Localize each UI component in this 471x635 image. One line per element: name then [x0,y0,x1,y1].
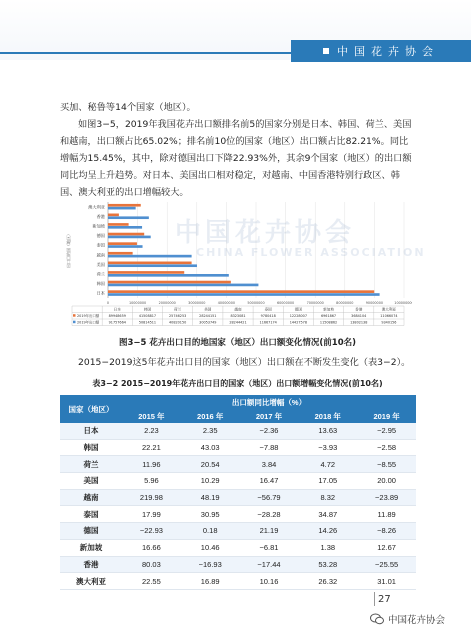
wechat-label: 中国花卉协会 [388,615,446,626]
table-cell-value: −22.93 [122,523,181,540]
table-cell-value: 43.03 [181,439,240,456]
legend-table-value: 89948659 [108,314,126,319]
x-tick-label: 100000000 [394,301,412,305]
table-cell-country: 澳大利亚 [60,573,122,590]
square-icon [323,48,329,54]
table-row [60,489,416,506]
table-cell-value: −6.81 [240,539,299,556]
table-row [60,556,416,573]
bar [108,216,149,219]
legend-table-value: 13802138 [350,320,368,325]
table-row [60,439,416,456]
legend-table-value: 30053749 [199,320,217,325]
legend-table-header: 新加坡 [323,307,334,312]
legend-table-header: 荷兰 [174,307,182,312]
table-cell-country: 新加坡 [60,539,122,556]
table-cell-value: 2.23 [122,423,181,439]
chart-caption: 图3−5 花卉出口目的地国家（地区）出口额变化情况(前10名) [118,338,356,348]
bar [108,214,119,217]
table-cell-value: −3.93 [298,439,357,456]
table-row [60,423,416,439]
bar [108,293,380,296]
bar [108,226,142,229]
legend-table-value: 3684104 [351,314,367,319]
table-header-year: 2018 年 [298,409,357,423]
table-cell-value: 22.21 [122,439,181,456]
bar [108,245,143,248]
legend-series-name: 2019年出口额 [77,314,100,319]
x-tick-label: 50000000 [247,301,265,305]
bar [108,264,197,267]
table-cell-value: 11.89 [357,506,416,523]
y-tick-label: 澳大利亚 [88,204,105,210]
y-tick-label: 韩国 [96,281,105,287]
bar [108,236,151,239]
legend-table-header: 香港 [355,307,363,312]
table-cell-value: −17.44 [240,556,299,573]
bar [108,207,136,210]
legend-table-value: 40820150 [169,320,187,325]
x-tick-label: 30000000 [188,301,206,305]
legend-table-value: 11508862 [319,320,338,325]
table-cell-country: 美国 [60,473,122,490]
legend-table-value: 14427578 [289,320,307,325]
table-cell-value: −2.36 [240,423,299,439]
bar [108,242,137,245]
table-header-country: 国家（地区） [60,395,122,423]
y-tick-label: 日本 [96,290,105,296]
table-cell-country: 荷兰 [60,456,122,473]
table-cell-value: −2.58 [357,439,416,456]
legend-table-value: 12228007 [289,314,307,319]
table-header-year: 2017 年 [240,409,299,423]
table-cell-value: 53.28 [298,556,357,573]
table-row [60,506,416,523]
bar [108,262,192,265]
x-tick-label: 80000000 [336,301,354,305]
x-tick-label: 60000000 [276,301,295,305]
table-cell-value: 10.29 [181,473,240,490]
table-cell-value: −25.55 [357,556,416,573]
table-row [60,473,416,490]
table-cell-value: 11.96 [122,456,181,473]
legend-table-value: 11667174 [259,320,277,325]
y-tick-label: 越南 [96,252,105,258]
table-cell-value: 48.19 [181,489,240,506]
bar [108,281,231,284]
legend-table-header: 泰国 [264,307,272,312]
legend-table-value: 28244421 [229,320,247,325]
legend-table-value: 28244151 [199,314,217,319]
y-tick-label: 新加坡 [92,223,105,229]
legend-table-value: 11066074 [380,314,398,319]
table-cell-value: 4.72 [298,456,357,473]
bar [108,223,129,226]
table-cell-value: 16.47 [240,473,299,490]
bar [108,284,258,287]
x-tick-label: 90000000 [365,301,384,305]
legend-table-value: 50814511 [138,320,157,325]
table-cell-value: −2.95 [357,423,416,439]
legend-table-value: 9780418 [260,314,276,319]
legend-table-value: 9340156 [381,320,397,325]
table-cell-value: 21.19 [240,523,299,540]
table-cell-value: 14.26 [298,523,357,540]
y-tick-label: 香港 [96,213,105,219]
legend-swatch [73,314,76,317]
table-cell-value: 1.38 [298,539,357,556]
table-cell-country: 越南 [60,489,122,506]
page-number: 27 [378,594,391,605]
body-paragraph-2: 如图3−5，2019年我国花卉出口额排名前5的国家分别是日本、韩国、荷兰、美国和越南，出口额占比65.02%；排名前10位的国家（地区）出口额占比82.21%。同比增幅为15.45%，其中，除对德国出口下降22.93%外，其余9个国家（地区）的出口额同比均呈上升趋势。对日本、美国出口相对稳定，对越南、中国香港特别行政区、韩国、澳大利亚的出口增幅较大。 [60,119,412,198]
table-cell-value: 17.99 [122,506,181,523]
legend-table-header: 澳大利亚 [381,307,397,312]
watermark-text: 中国花卉协会 [175,218,356,248]
table-cell-value: 22.55 [122,573,181,590]
legend-series-name: 2019年出口额 [77,320,100,325]
table-cell-value: 12.67 [357,539,416,556]
table-cell-value: 16.89 [181,573,240,590]
table-row [60,539,416,556]
table-cell-value: 30.95 [181,506,240,523]
page-number-divider [374,592,375,606]
legend-table-value: 8323081 [230,314,246,319]
export-bar-chart [64,200,412,332]
table-header-year: 2019 年 [357,409,416,423]
table-cell-value: 10.46 [181,539,240,556]
table-cell-value: −23.89 [357,489,416,506]
bar [108,252,133,255]
bar [108,204,141,207]
bar [108,274,229,277]
table-cell-value: 8.32 [298,489,357,506]
header-title: 中国花卉协会 [337,45,439,58]
table-cell-value: 20.00 [357,473,416,490]
table-cell-value: 5.96 [122,473,181,490]
x-tick-label: 20000000 [158,301,176,305]
x-tick-label: 0 [106,301,110,305]
x-tick-label: 40000000 [217,301,236,305]
body-paragraph-3: 2015−2019这5年花卉出口目的国家（地区）出口额在不断发生变化（表3−2）。 [78,357,411,368]
table-cell-value: 10.16 [240,573,299,590]
legend-table-header: 韩国 [143,307,152,312]
table-cell-country: 德国 [60,523,122,540]
legend-table-value: 25746253 [169,314,187,319]
table-cell-value: 3.84 [240,456,299,473]
table-cell-value: 34.87 [298,506,357,523]
table-cell-country: 香港 [60,556,122,573]
table-cell-value: −8.55 [357,456,416,473]
table-cell-country: 泰国 [60,506,122,523]
legend-table-value: 91757664 [108,320,126,325]
table-title: 表3−2 2015−2019年花卉出口目的国家（地区）出口额增幅变化情况(前10名) [92,379,383,388]
bar [108,290,374,293]
table-cell-value: −8.26 [357,523,416,540]
legend-table-header: 德国 [294,307,302,312]
legend-table-value: 41508817 [138,314,157,319]
table-row [60,523,416,540]
table-cell-value: 219.98 [122,489,181,506]
bar [108,233,144,236]
legend-table-header: 日本 [113,307,121,312]
table-cell-value: 26.32 [298,573,357,590]
legend-swatch [73,321,76,324]
table-header-year: 2016 年 [181,409,240,423]
table-cell-value: −28.28 [240,506,299,523]
table-cell-country: 日本 [60,423,122,439]
table-cell-country: 韩国 [60,439,122,456]
table-row [60,573,416,590]
table-row [60,456,416,473]
table-cell-value: −7.88 [240,439,299,456]
y-tick-label: 泰国 [96,242,105,248]
table-cell-value: 16.66 [122,539,181,556]
table-cell-value: 2.35 [181,423,240,439]
table-header-group: 出口额同比增幅（%） [122,395,416,409]
x-tick-label: 10000000 [128,301,147,305]
table-cell-value: 17.05 [298,473,357,490]
legend-table-header: 美国 [204,307,212,312]
x-tick-label: 70000000 [306,301,324,305]
watermark-text-en: CHINA FLOWER ASSOCIATION [196,246,426,259]
table-cell-value: −16.93 [181,556,240,573]
y-axis-title: 出口目的国（地区） [66,232,71,268]
y-tick-label: 荷兰 [96,271,105,277]
table-cell-value: 20.54 [181,456,240,473]
bar [108,271,184,274]
legend-table-header: 越南 [234,307,242,312]
table-cell-value: 31.01 [357,573,416,590]
table-cell-value: 80.03 [122,556,181,573]
bar [108,255,192,258]
table-header-year: 2015 年 [122,409,181,423]
body-line-1: 买加、秘鲁等14个国家（地区）。 [60,102,196,113]
body-text-top [60,99,415,201]
header-title-tab [291,40,471,62]
y-tick-label: 德国 [96,233,105,239]
legend-table-value: 6961867 [320,314,337,319]
growth-table [60,395,416,590]
table-cell-value: 13.63 [298,423,357,439]
table-cell-value: 0.18 [181,523,240,540]
y-tick-label: 美国 [96,261,105,267]
chart-svg [64,200,412,332]
wechat-icon [370,613,384,625]
table-cell-value: −56.79 [240,489,299,506]
wechat-badge [370,612,445,626]
